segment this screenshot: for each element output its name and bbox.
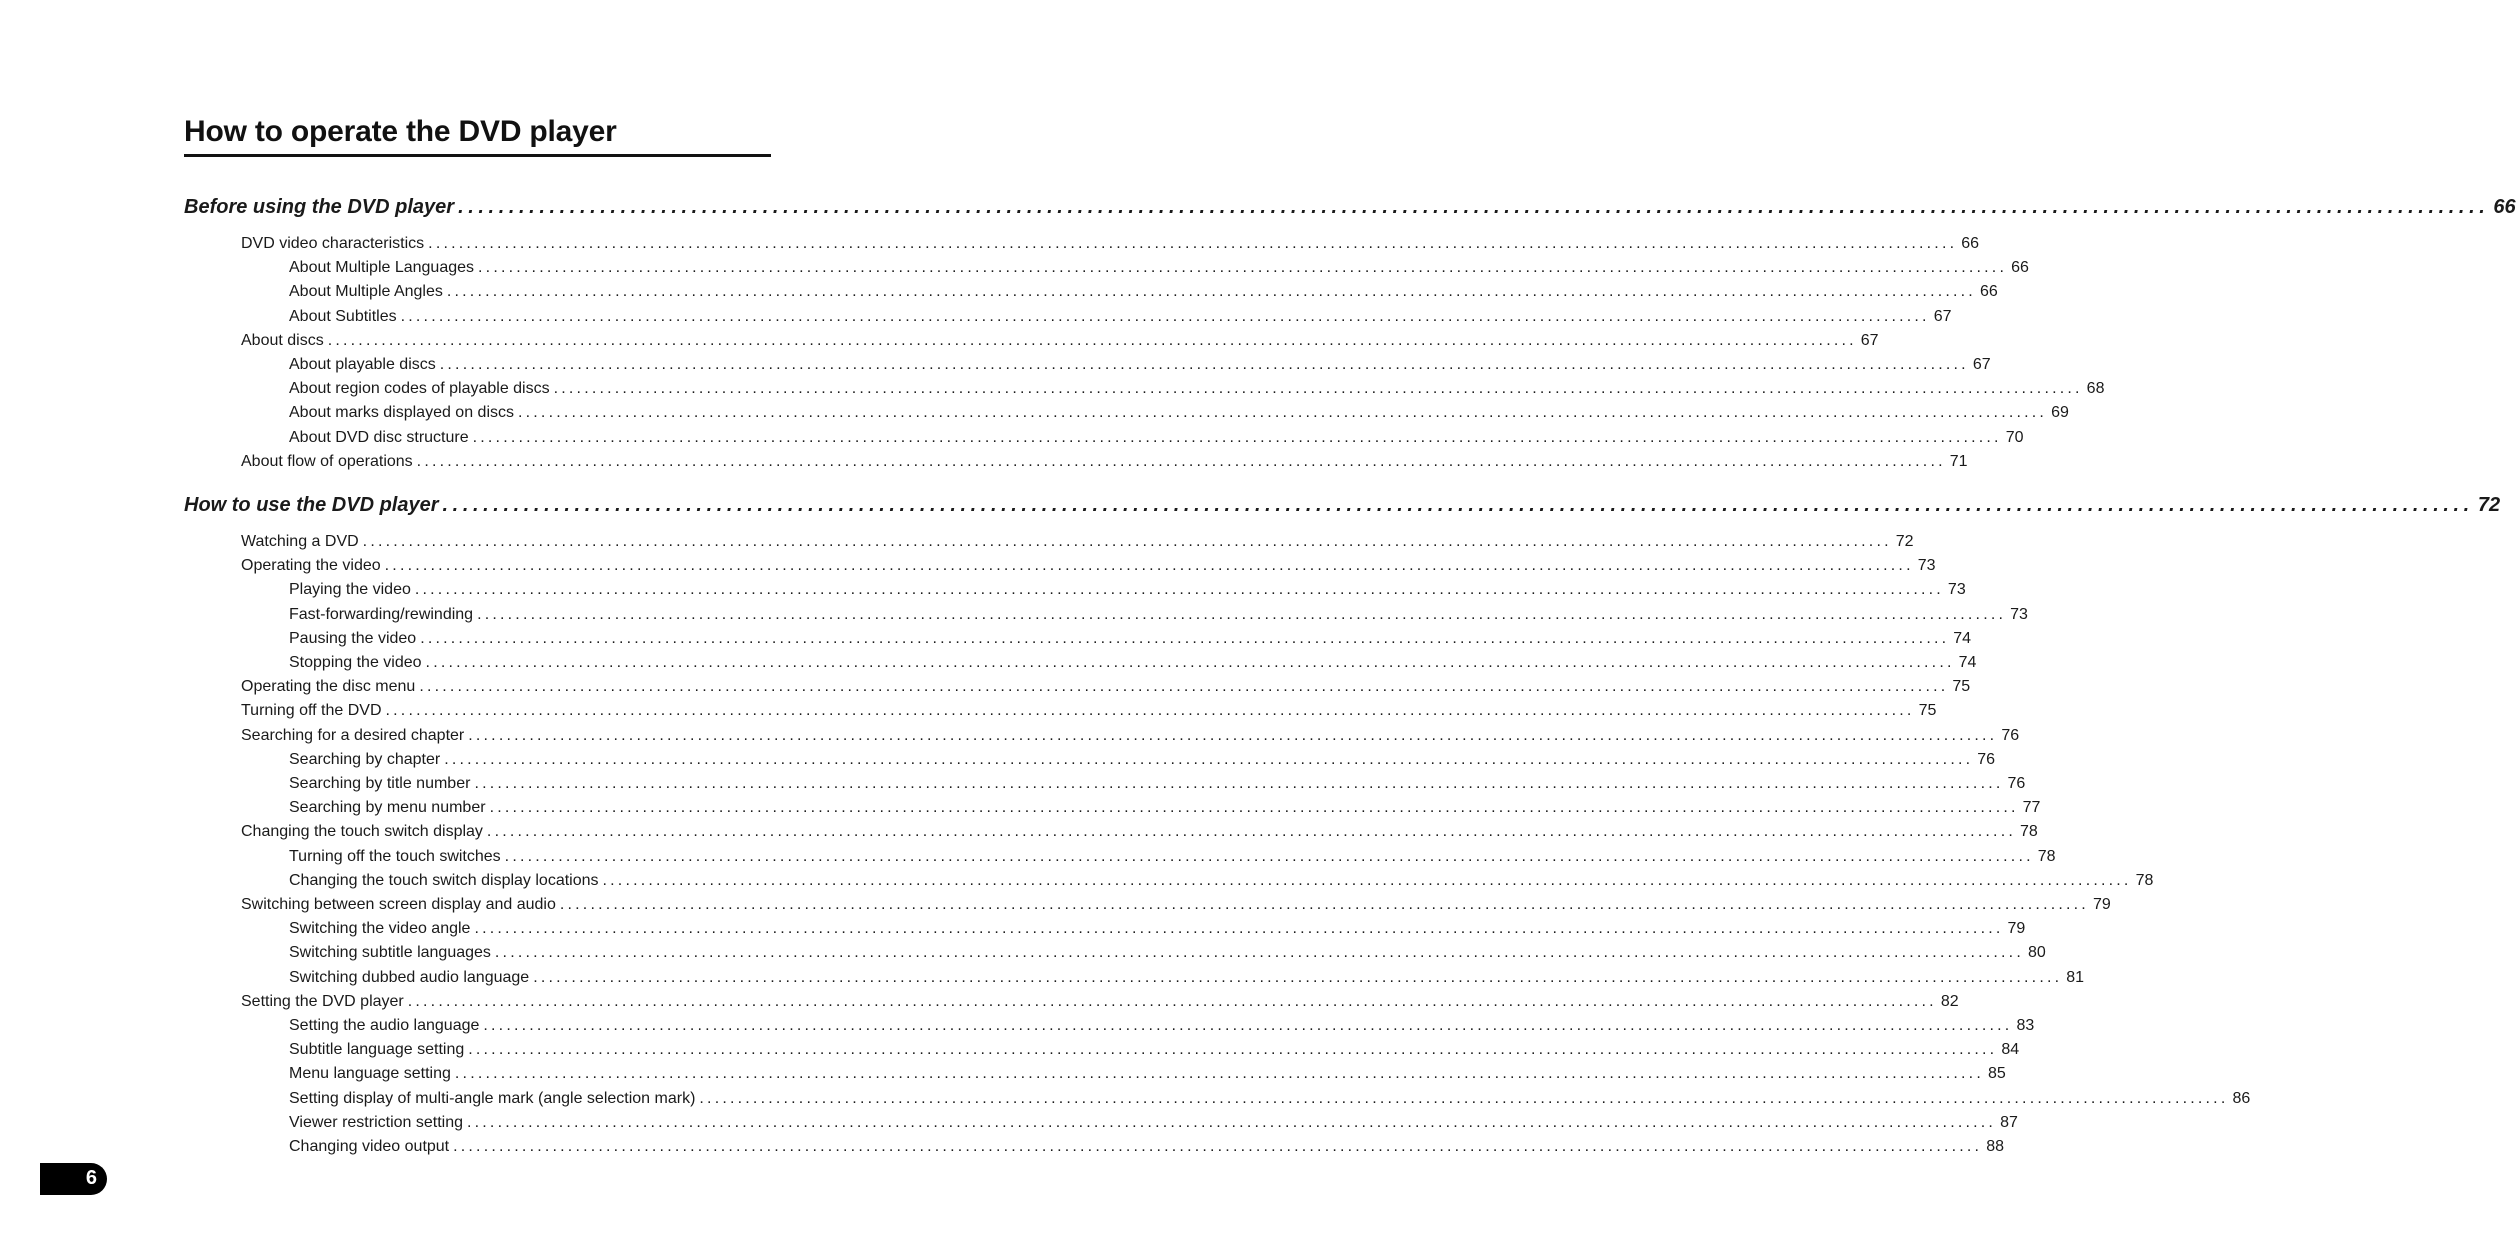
toc-entry[interactable] — [289, 629, 1972, 648]
toc-entry-label: Before using the DVD player — [184, 196, 455, 218]
dot-leader: ........................................................................................................................................................................................................ — [504, 847, 2034, 865]
toc-page-number: 66 — [1979, 283, 1998, 301]
toc-entry-label: Fast-forwarding/rewinding — [289, 605, 474, 623]
dot-leader: ........................................................................................................................................................................................................ — [489, 799, 2019, 817]
toc-entry[interactable] — [241, 331, 1879, 350]
toc-entry-label: Switching between screen display and audio — [241, 896, 556, 913]
dot-leader: ........................................................................................................................................................................................................ — [602, 871, 2132, 889]
toc-entry[interactable] — [241, 557, 1936, 575]
toc-entry-label: Setting the DVD player — [241, 992, 404, 1010]
toc-page-number: 83 — [2016, 1017, 2035, 1034]
dot-leader: ........................................................................................................................................................................................................ — [425, 654, 1955, 671]
toc-entry[interactable] — [289, 1138, 2004, 1156]
toc-entry-label: About Subtitles — [289, 307, 397, 325]
toc-entry[interactable] — [289, 968, 2085, 987]
toc-entry-label: Searching by title number — [289, 775, 471, 792]
toc-page-number: 72 — [2477, 494, 2501, 516]
toc-page-number: 78 — [2019, 823, 2038, 841]
toc-page-number: 86 — [2232, 1089, 2251, 1107]
toc-entry[interactable] — [289, 1113, 2018, 1132]
toc-entry-label: Changing the touch switch display — [241, 823, 483, 841]
toc-entry[interactable] — [289, 605, 2028, 624]
toc-entry-label: Setting display of multi-angle mark (angle selection mark) — [289, 1089, 696, 1107]
toc-page-number: 73 — [2010, 605, 2028, 623]
dot-leader: ........................................................................................................................................................................................................ — [453, 1138, 1983, 1155]
dot-leader: ........................................................................................................................................................................................................ — [428, 235, 1958, 252]
toc-entry[interactable] — [289, 775, 2026, 793]
toc-entry-label: Changing the touch switch display locations — [289, 871, 599, 889]
toc-entry[interactable] — [289, 1065, 2006, 1083]
toc-page-number: 81 — [2066, 968, 2085, 986]
toc-page-number: 78 — [2135, 871, 2154, 889]
toc-page-number: 88 — [1986, 1138, 2004, 1155]
page-number: 6 — [85, 1167, 97, 1189]
toc-entry-label: Watching a DVD — [241, 533, 359, 550]
dot-leader: ........................................................................................................................................................................................................ — [474, 775, 2004, 792]
toc-entry-label: Subtitle language setting — [289, 1041, 465, 1059]
dot-leader: ........................................................................................................................................................................................................ — [468, 726, 1998, 744]
toc-entry-label: Viewer restriction setting — [289, 1113, 463, 1131]
dot-leader: ........................................................................................................................................................................................................ — [454, 1065, 1984, 1083]
dot-leader: ........................................................................................................................................................................................................ — [385, 702, 1915, 720]
toc-entry-label: Playing the video — [289, 581, 411, 599]
toc-entry-label: Operating the disc menu — [241, 678, 416, 696]
toc-page-number: 78 — [2037, 847, 2056, 865]
toc-page-number: 72 — [1895, 533, 1914, 550]
toc-entry[interactable] — [241, 726, 2020, 745]
toc-entry[interactable] — [289, 307, 1952, 326]
toc-entry[interactable] — [241, 678, 1971, 696]
dot-leader: ........................................................................................................................................................................................................ — [559, 896, 2089, 913]
toc-page-number: 77 — [2022, 799, 2041, 817]
toc-page-number: 69 — [2051, 404, 2069, 422]
toc-page-number: 76 — [2007, 775, 2026, 792]
toc-entry-label: About DVD disc structure — [289, 428, 469, 446]
dot-leader: ........................................................................................................................................................................................................ — [472, 428, 2002, 446]
title-rule — [184, 154, 771, 157]
toc-entry[interactable] — [289, 750, 1996, 769]
toc-page-number: 67 — [1860, 331, 1879, 349]
toc-entry-label: How to use the DVD player — [184, 494, 439, 516]
dot-leader: ........................................................................................................................................................................................................ — [458, 196, 2490, 218]
toc-entry-label: Operating the video — [241, 557, 381, 575]
toc-entry-label: Switching subtitle languages — [289, 944, 491, 962]
toc-page-number: 79 — [2092, 896, 2111, 913]
toc-entry[interactable] — [289, 356, 1991, 374]
dot-leader: ........................................................................................................................................................................................................ — [699, 1089, 2229, 1107]
toc-page-number: 70 — [2005, 428, 2024, 446]
toc-page-number: 74 — [1953, 629, 1972, 647]
dot-leader: ........................................................................................................................................................................................................ — [533, 968, 2063, 986]
toc-entry[interactable] — [289, 654, 1977, 672]
toc-entry-label: Turning off the touch switches — [289, 847, 501, 865]
toc-entry-label: Switching the video angle — [289, 920, 471, 938]
toc-entry[interactable] — [289, 428, 2024, 447]
toc-entry-label: Searching by chapter — [289, 750, 441, 768]
toc-entry-label: About Multiple Languages — [289, 259, 475, 277]
toc-section-heading[interactable] — [184, 196, 2516, 219]
dot-leader: ........................................................................................................................................................................................................ — [478, 259, 2008, 277]
toc-entry[interactable] — [289, 259, 2029, 277]
toc-entry[interactable] — [289, 871, 2154, 890]
toc-page-number: 67 — [1972, 356, 1991, 373]
toc-entry[interactable] — [289, 920, 2026, 938]
dot-leader: ........................................................................................................................................................................................................ — [384, 557, 1914, 575]
toc-page-number: 76 — [1977, 750, 1996, 768]
dot-leader: ........................................................................................................................................................................................................ — [407, 992, 1937, 1010]
toc-entry[interactable] — [241, 992, 1959, 1011]
dot-leader: ........................................................................................................................................................................................................ — [483, 1017, 2013, 1034]
toc-page-number: 67 — [1933, 307, 1952, 325]
dot-leader: ........................................................................................................................................................................................................ — [474, 920, 2004, 938]
toc-entry-label: About discs — [241, 331, 324, 349]
toc-entry[interactable] — [289, 1041, 2020, 1059]
toc-entry[interactable] — [289, 581, 1966, 599]
toc-page-number: 66 — [2011, 259, 2029, 277]
toc-entry[interactable] — [289, 283, 1998, 301]
dot-leader: ........................................................................................................................................................................................................ — [486, 823, 2016, 841]
toc-entry[interactable] — [241, 533, 1914, 551]
toc-entry[interactable] — [289, 799, 2041, 817]
dot-leader: ........................................................................................................................................................................................................ — [442, 494, 2474, 516]
toc-entry-label: Changing video output — [289, 1138, 450, 1155]
toc-page-number: 71 — [1949, 452, 1968, 470]
toc-page-number: 75 — [1952, 678, 1971, 696]
dot-leader: ........................................................................................................................................................................................................ — [362, 533, 1892, 550]
toc-entry-label: Stopping the video — [289, 654, 422, 671]
toc-page-number: 66 — [1961, 235, 1980, 252]
toc-page-number: 68 — [2086, 380, 2105, 398]
dot-leader: ........................................................................................................................................................................................................ — [518, 404, 2048, 422]
dot-leader: ........................................................................................................................................................................................................ — [414, 581, 1944, 599]
dot-leader: ........................................................................................................................................................................................................ — [446, 283, 1976, 301]
dot-leader: ........................................................................................................................................................................................................ — [467, 1113, 1997, 1131]
dot-leader: ........................................................................................................................................................................................................ — [553, 380, 2083, 398]
toc-entry[interactable] — [241, 896, 2111, 914]
toc-page-number: 84 — [2001, 1041, 2020, 1059]
dot-leader: ........................................................................................................................................................................................................ — [416, 452, 1946, 470]
toc-entry[interactable] — [241, 823, 2038, 841]
toc-page-number: 82 — [1940, 992, 1959, 1010]
toc-entry-label: Pausing the video — [289, 629, 417, 647]
toc-entry-label: About region codes of playable discs — [289, 380, 550, 398]
toc-entry-label: About playable discs — [289, 356, 436, 373]
toc-entry[interactable] — [289, 944, 2046, 962]
toc-page-number: 74 — [1958, 654, 1977, 671]
toc-section-heading[interactable] — [184, 494, 2501, 517]
dot-leader: ........................................................................................................................................................................................................ — [439, 356, 1969, 373]
toc-entry-label: DVD video characteristics — [241, 235, 425, 252]
toc-entry[interactable] — [289, 1017, 2035, 1035]
toc-entry[interactable] — [289, 1089, 2251, 1108]
toc-entry-label: Searching by menu number — [289, 799, 486, 817]
toc-entry-label: About marks displayed on discs — [289, 404, 514, 422]
dot-leader: ........................................................................................................................................................................................................ — [327, 331, 1857, 349]
toc-entry-label: Turning off the DVD — [241, 702, 382, 720]
dot-leader: ........................................................................................................................................................................................................ — [400, 307, 1930, 325]
toc-page-number: 66 — [2493, 196, 2516, 218]
dot-leader: ........................................................................................................................................................................................................ — [420, 629, 1950, 647]
dot-leader: ........................................................................................................................................................................................................ — [419, 678, 1949, 696]
toc-entry-label: Setting the audio language — [289, 1017, 480, 1034]
toc-entry[interactable] — [289, 847, 2056, 866]
dot-leader: ........................................................................................................................................................................................................ — [468, 1041, 1998, 1059]
toc-entry[interactable] — [289, 380, 2105, 398]
toc-page-number: 76 — [2001, 726, 2020, 744]
toc-entry-label: Searching for a desired chapter — [241, 726, 465, 744]
dot-leader: ........................................................................................................................................................................................................ — [494, 944, 2024, 962]
toc-page-number: 73 — [1947, 581, 1966, 599]
toc-page-number: 80 — [2027, 944, 2046, 962]
toc-entry-label: About flow of operations — [241, 452, 413, 470]
toc-entry-label: Switching dubbed audio language — [289, 968, 530, 986]
page-number-tab — [40, 1163, 107, 1195]
toc-page-number: 85 — [1987, 1065, 2006, 1083]
toc-page-number: 79 — [2007, 920, 2026, 938]
page-title: How to operate the DVD player — [184, 115, 617, 148]
toc-entry-label: About Multiple Angles — [289, 283, 443, 301]
dot-leader: ........................................................................................................................................................................................................ — [477, 605, 2007, 623]
toc-page-number: 73 — [1917, 557, 1936, 575]
toc-entry[interactable] — [241, 702, 1937, 720]
toc-page-number: 75 — [1918, 702, 1937, 720]
toc-page-number: 87 — [2000, 1113, 2018, 1131]
toc-entry[interactable] — [241, 452, 1968, 471]
toc-entry-label: Menu language setting — [289, 1065, 451, 1083]
dot-leader: ........................................................................................................................................................................................................ — [444, 750, 1974, 768]
toc-entry[interactable] — [241, 235, 1980, 253]
toc-entry[interactable] — [289, 404, 2069, 422]
